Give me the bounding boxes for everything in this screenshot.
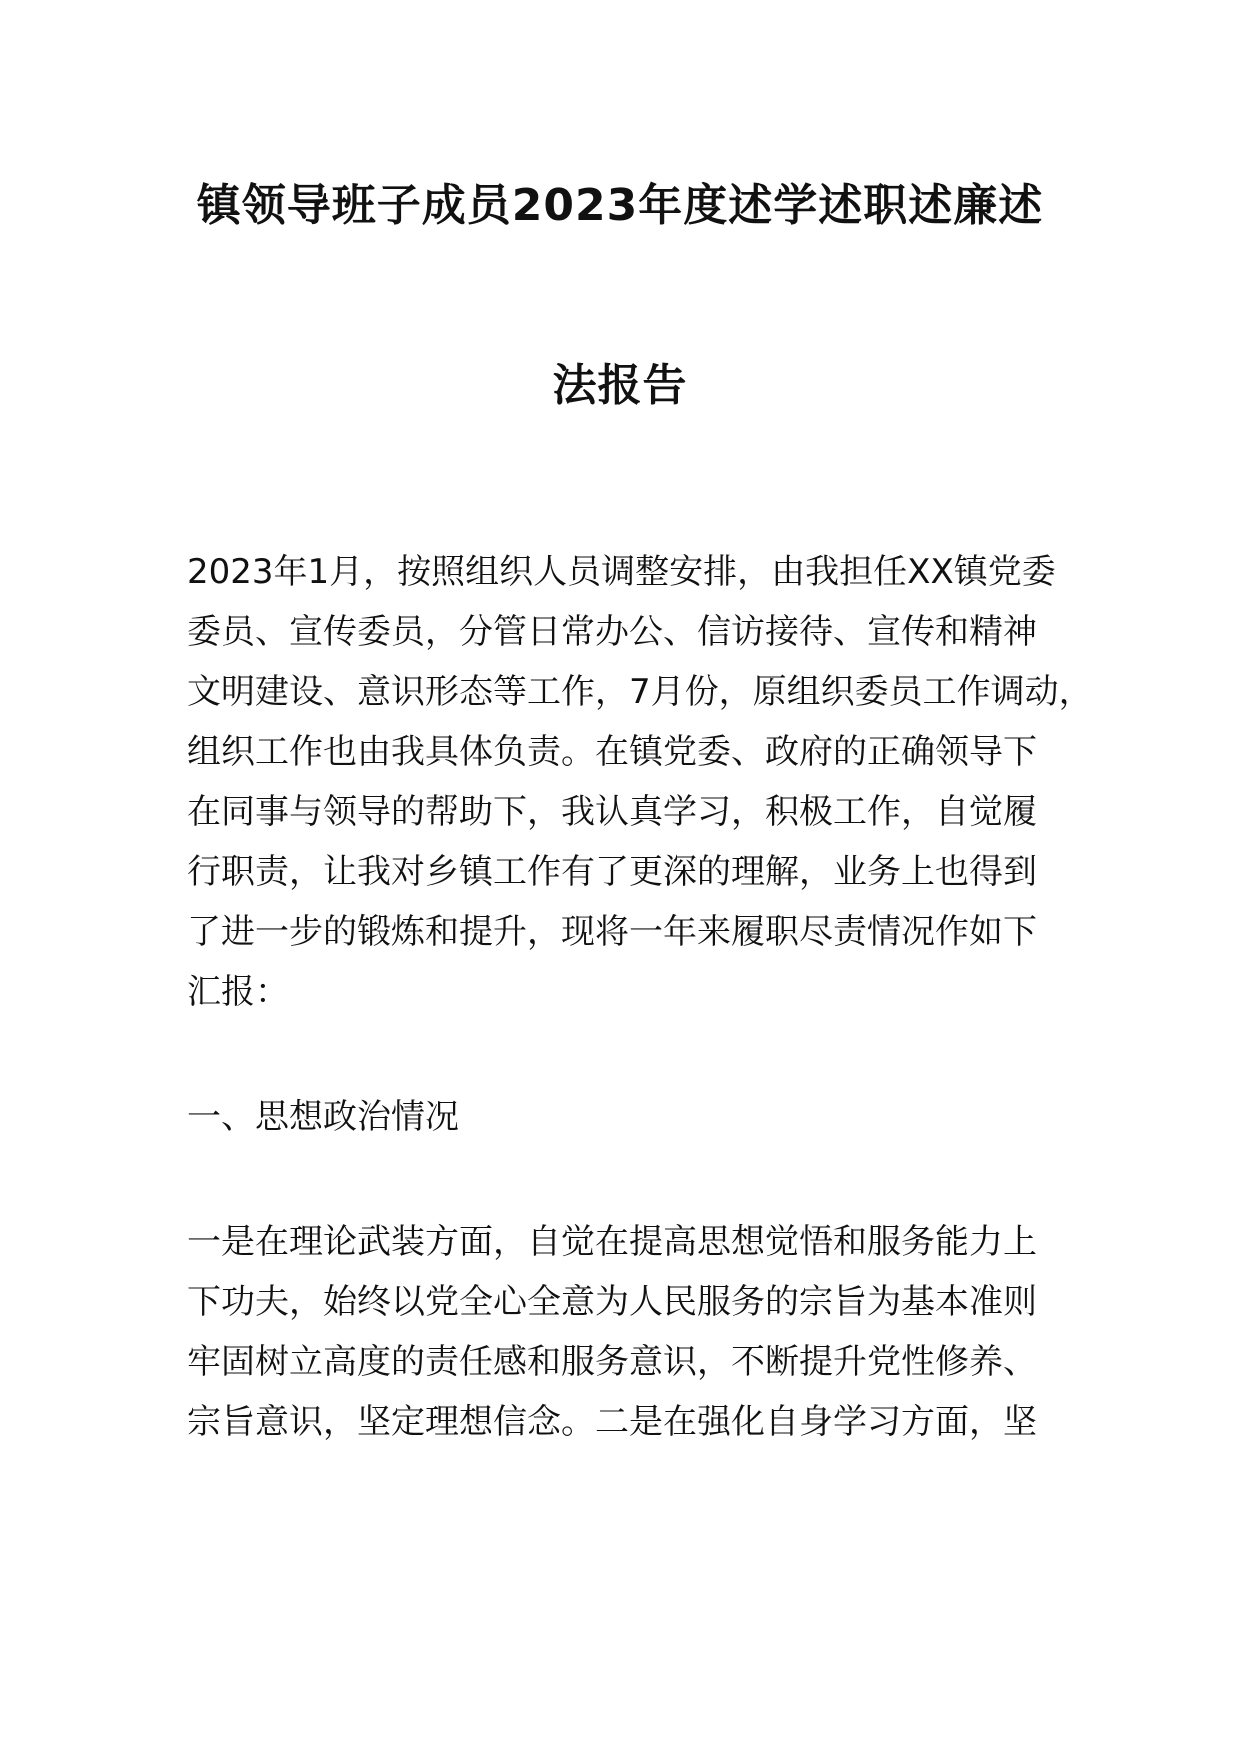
paragraph-line: 一是在理论武装方面，自觉在提高思想觉悟和服务能力上 [187,1222,1037,1262]
section-heading: 一、思想政治情况 [187,1097,459,1137]
paragraph-line: 文明建设、意识形态等工作，7月份，原组织委员工作调动， [187,672,1093,712]
paragraph-line: 在同事与领导的帮助下，我认真学习，积极工作，自觉履 [187,792,1037,832]
paragraph-line: 宗旨意识，坚定理想信念。二是在强化自身学习方面，坚 [187,1402,1037,1442]
paragraph-line: 牢固树立高度的责任感和服务意识，不断提升党性修养、 [187,1342,1037,1382]
document-title-line-1: 镇领导班子成员2023年度述学述职述廉述 [196,180,1044,231]
document-title-line-2: 法报告 [552,360,688,411]
paragraph-line: 行职责，让我对乡镇工作有了更深的理解，业务上也得到 [187,852,1037,892]
paragraph-line: 组织工作也由我具体负责。在镇党委、政府的正确领导下 [187,732,1037,772]
paragraph-line: 2023年1月，按照组织人员调整安排，由我担任XX镇党委 [187,552,1056,592]
paragraph-line: 了进一步的锻炼和提升，现将一年来履职尽责情况作如下 [187,912,1037,952]
paragraph-line: 委员、宣传委员，分管日常办公、信访接待、宣传和精神 [187,612,1037,652]
paragraph-line: 下功夫，始终以党全心全意为人民服务的宗旨为基本准则 [187,1282,1037,1322]
paragraph-line: 汇报： [187,972,289,1012]
